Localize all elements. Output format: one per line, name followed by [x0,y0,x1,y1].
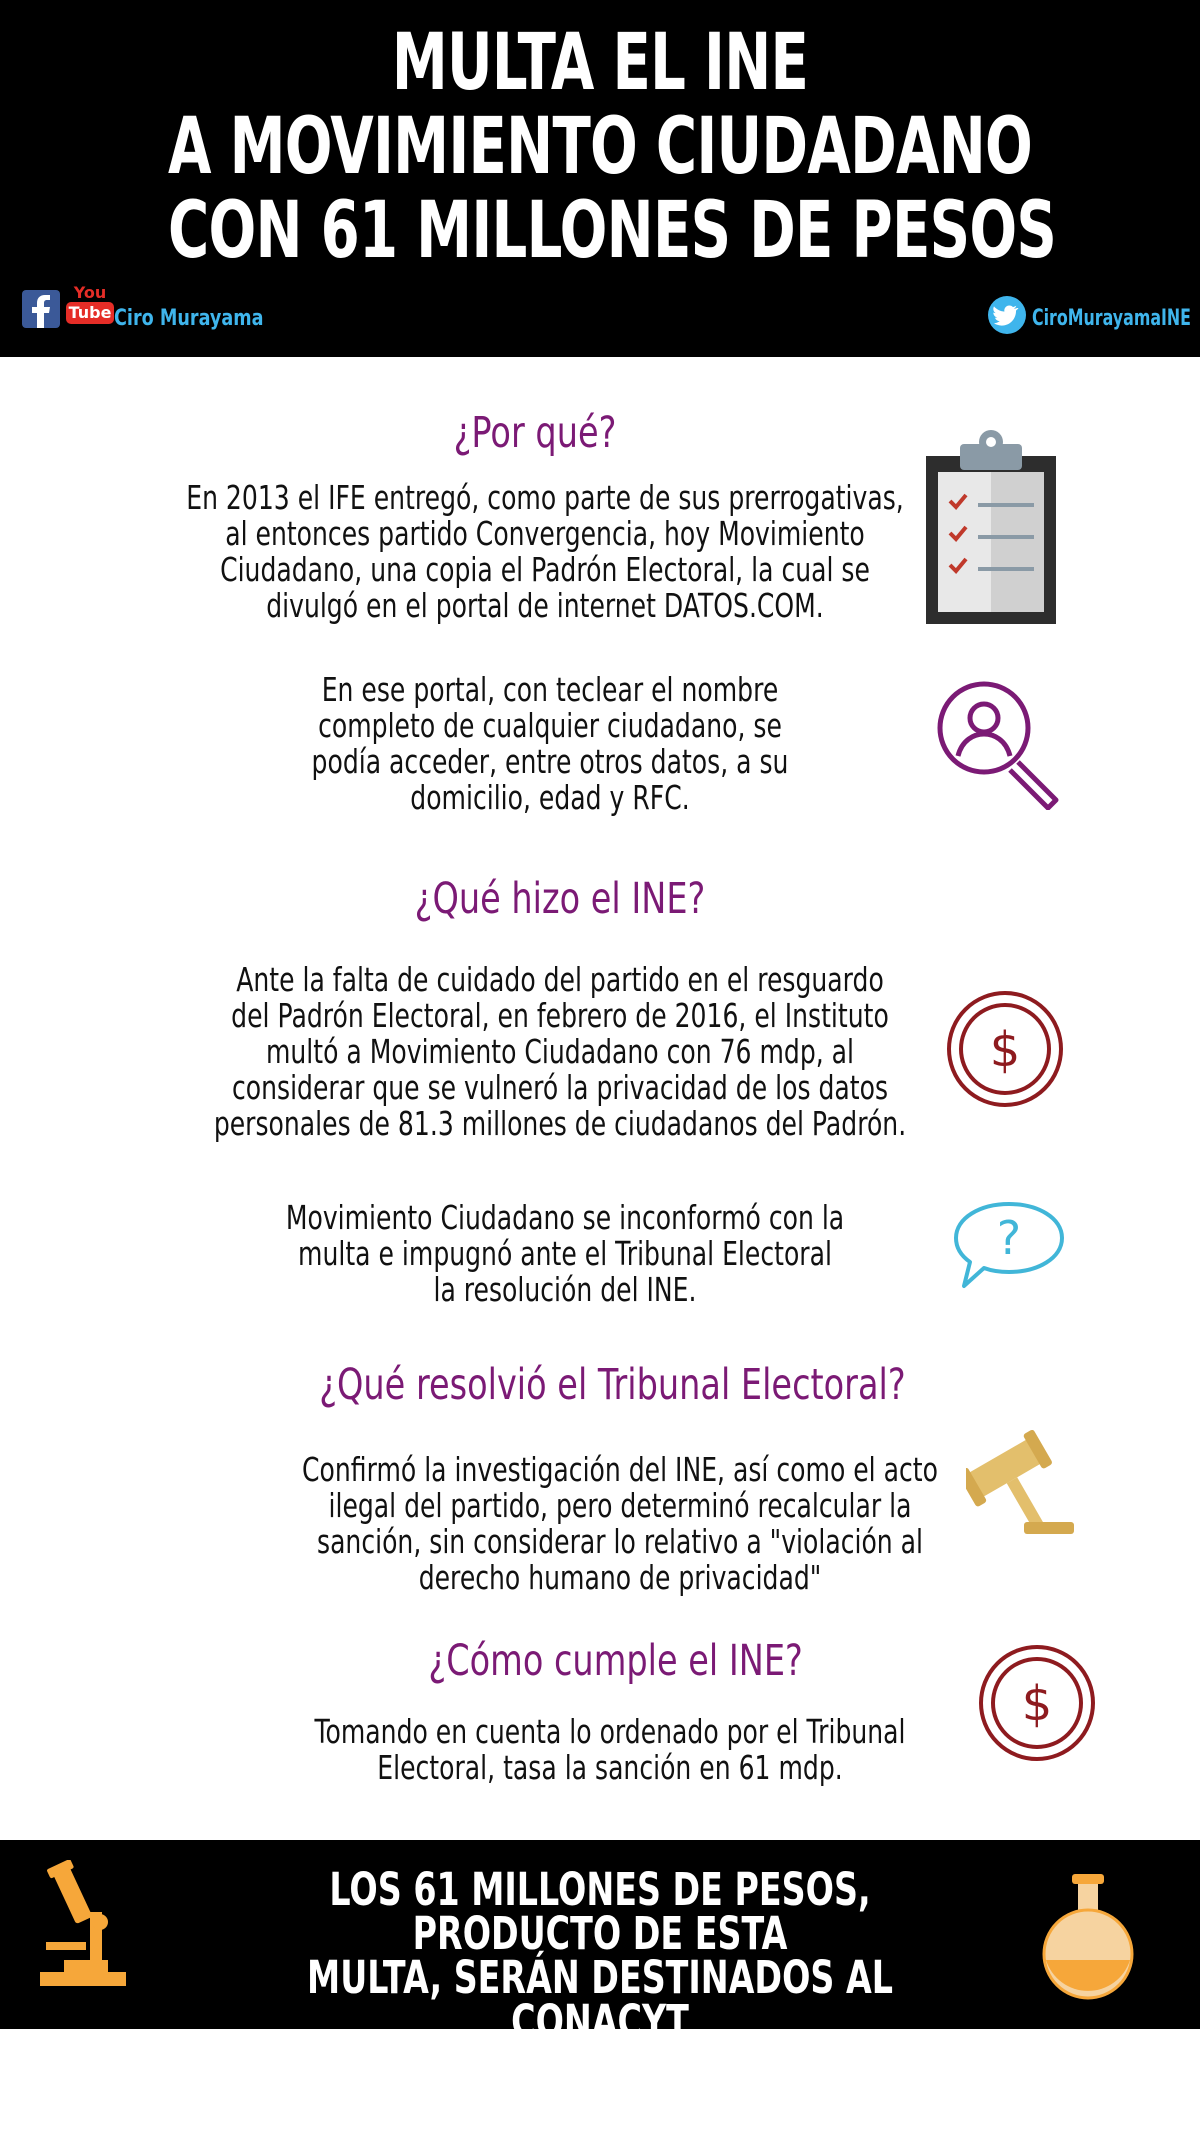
para-por-que-2: En ese portal, con teclear el nombre completo de cualquier ciudadano, se podía acceder, entre otros datos, a su domicilio, edad y RFC. [311,670,789,817]
heading-tribunal: ¿Qué resolvió el Tribunal Electoral? [319,1360,906,1410]
title-line-2: A MOVIMIENTO CIUDADANO [167,102,1033,192]
magnifier-person-icon [932,676,1066,810]
heading-como-cumple: ¿Cómo cumple el INE? [428,1636,803,1686]
flask-icon [1036,1872,1140,2000]
clipboard-icon [926,428,1056,624]
title-line-1: MULTA EL INE [391,18,809,108]
dollar-icon [946,990,1064,1108]
para-tribunal-1: Confirmó la investigación del INE, así como el acto ilegal del partido, pero determinó recalcular la sanción, sin considerar lo relativo a "violación al derecho humano de privacidad" [302,1450,938,1597]
question-chat-icon [952,1200,1066,1292]
header [0,0,1200,357]
heading-por-que: ¿Por qué? [453,408,617,458]
title-line-3: CON 61 MILLONES DE PESOS [167,186,1057,276]
youtube-label-bottom: Tube [66,302,114,324]
para-por-que-1: En 2013 el IFE entregó, como parte de sus prerrogativas, al entonces partido Convergencia, hoy Movimiento Ciudadano, una copia el Padrón Electoral, la cual se divulgó en el portal de internet DATOS.COM. [186,478,904,625]
twitter-handle[interactable]: CiroMurayamaINE [1032,306,1191,331]
svg-text:$: $ [989,1022,1021,1078]
youtube-icon[interactable] [66,284,114,332]
svg-text:?: ? [996,1211,1022,1265]
youtube-label-top: You [73,283,107,302]
facebook-icon[interactable] [22,290,60,328]
dollar-icon [978,1644,1096,1762]
twitter-icon[interactable] [988,296,1026,334]
para-como-cumple-1: Tomando en cuenta lo ordenado por el Tribunal Electoral, tasa la sanción en 61 mdp. [314,1712,906,1787]
microscope-icon [36,1860,130,1990]
svg-text:$: $ [1021,1676,1053,1732]
youtube-handle[interactable]: Ciro Murayama [114,306,264,331]
gavel-icon [966,1426,1076,1538]
para-que-hizo-1: Ante la falta de cuidado del partido en el resguardo del Padrón Electoral, en febrero de 2016, el Instituto multó a Movimiento Ciudadano con 76 mdp, al considerar que se vulneró la privacidad de los datos personales de 81.3 millones de ciudadanos del Padrón. [213,960,907,1143]
heading-que-hizo: ¿Qué hizo el INE? [414,874,706,924]
para-que-hizo-2: Movimiento Ciudadano se inconformó con la multa e impugnó ante el Tribunal Electoral la resolución del INE. [285,1198,845,1309]
footer-text: LOS 61 MILLONES DE PESOS, PRODUCTO DE ESTA MULTA, SERÁN DESTINADOS AL CONACYT PARA SU INVERSIÓN EN CIENCIA Y TECNOLOGÍA. [280,1863,920,2136]
